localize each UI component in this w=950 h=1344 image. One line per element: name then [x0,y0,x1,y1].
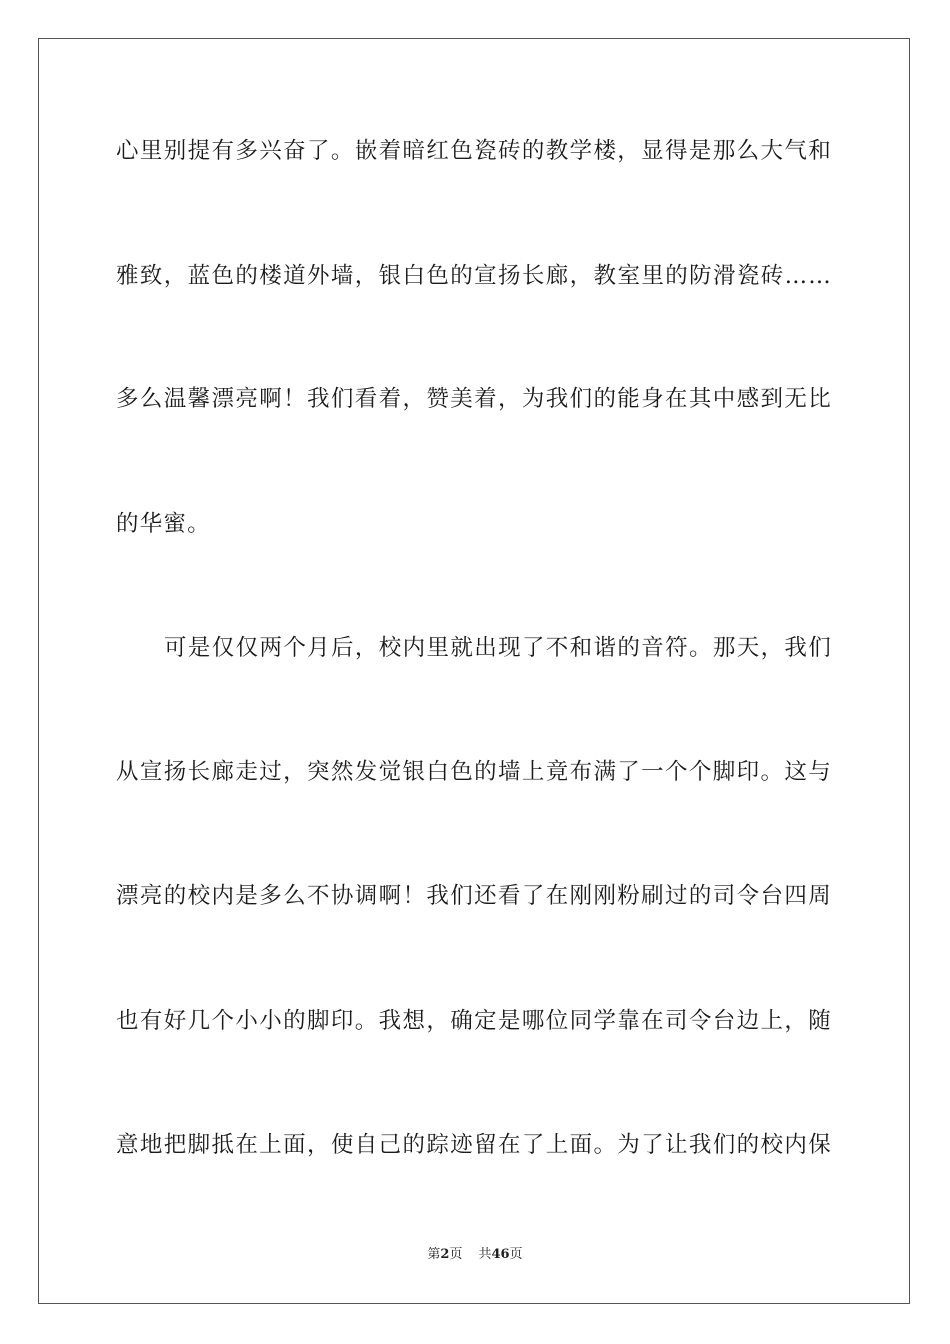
page-label-suffix: 页 [449,1247,463,1262]
body-text-line: 雅致，蓝色的楼道外墙，银白色的宣扬长廊，教室里的防滑瓷砖…… [116,263,832,289]
page-border [38,38,910,1304]
total-label-prefix: 共 [478,1247,492,1262]
body-text-line: 多么温馨漂亮啊！我们看着，赞美着，为我们的能身在其中感到无比 [116,386,832,412]
total-label-suffix: 页 [509,1247,523,1262]
body-text-line: 也有好几个小小的脚印。我想，确定是哪位同学靠在司令台边上，随 [116,1008,832,1034]
body-text-line: 的华蜜。 [116,511,211,537]
body-text-line: 漂亮的校内是多么不协调啊！我们还看了在刚刚粉刷过的司令台四周 [116,883,832,909]
page-label-prefix: 第 [427,1247,441,1262]
page-footer [0,1246,950,1264]
page-number: 2 [440,1247,450,1262]
body-text-line: 从宣扬长廊走过，突然发觉银白色的墙上竟布满了一个个脚印。这与 [116,759,832,785]
total-pages: 46 [491,1247,510,1262]
paragraph-first-line: 可是仅仅两个月后，校内里就出现了不和谐的音符。那天，我们 [164,635,832,661]
body-text-line: 意地把脚抵在上面，使自己的踪迹留在了上面。为了让我们的校内保 [116,1132,832,1158]
body-text-line: 心里别提有多兴奋了。嵌着暗红色瓷砖的教学楼，显得是那么大气和 [116,138,832,164]
